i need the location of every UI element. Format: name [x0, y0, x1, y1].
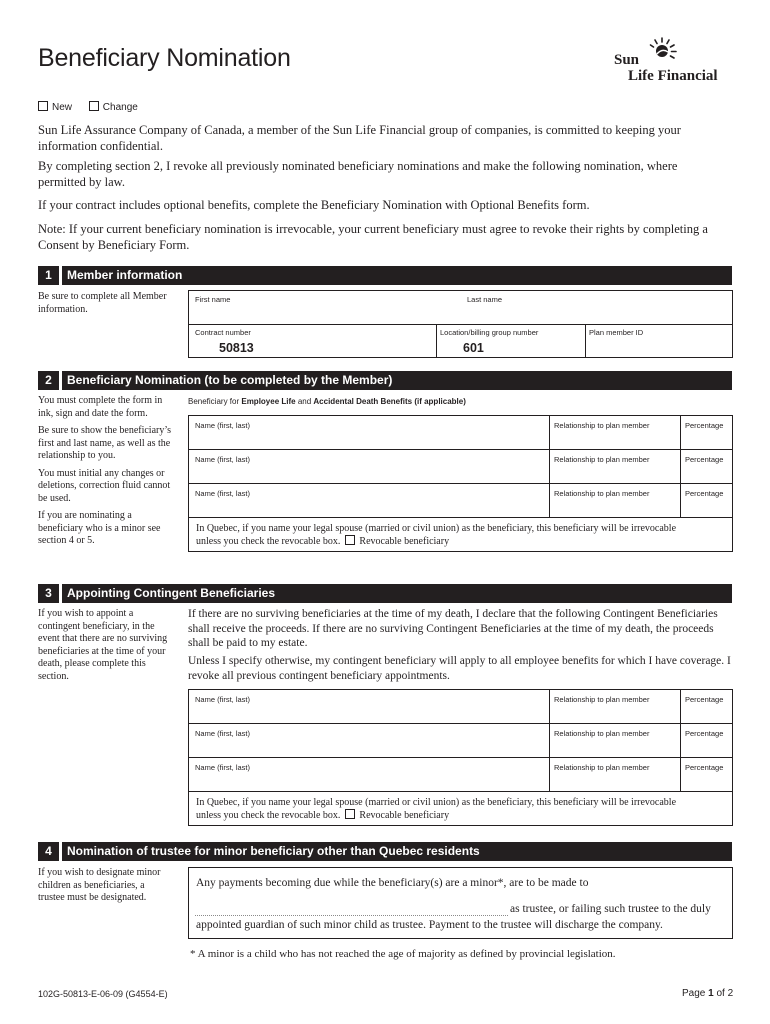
section-4-header — [38, 842, 732, 861]
contingent-2-percentage-label: Percentage — [685, 729, 724, 738]
contingent-row-divider-2 — [189, 757, 732, 758]
change-label: Change — [102, 102, 138, 113]
beneficiary-3-percentage-label: Percentage — [685, 489, 724, 498]
trustee-line-1: Any payments becoming due while the beneficiary(s) are a minor*, are to be made to — [196, 877, 589, 889]
sun-icon — [648, 36, 678, 66]
beneficiary-2-percentage-label: Percentage — [685, 455, 724, 464]
beneficiary-for-heading — [188, 397, 466, 406]
beneficiary-table — [188, 415, 733, 552]
contingent-1-percentage-label: Percentage — [685, 695, 724, 704]
contingent-row-divider-3 — [189, 791, 732, 792]
page-current: 1 — [708, 988, 714, 999]
location-billing-label: Location/billing group number — [440, 328, 539, 337]
member-table-col-divider-2 — [585, 324, 586, 358]
trustee-line-3: appointed guardian of such minor child as trustee. Payment to the trustee will discharge the company. — [196, 919, 663, 931]
trustee-box — [188, 867, 733, 939]
section-2-instruction-4: If you are nominating a beneficiary who is a minor see section 4 or 5. — [38, 510, 161, 546]
contract-number-label: Contract number — [195, 328, 251, 337]
beneficiary-col-divider-1 — [549, 416, 550, 517]
quebec-notice-line-2: unless you check the revocable box. — [196, 536, 341, 547]
contingent-beneficiary-table — [188, 689, 733, 826]
section-2-instruction-2: Be sure to show the beneficiary’s first and last name, as well as the relationship to you. — [38, 425, 172, 461]
contingent-3-name-label: Name (first, last) — [195, 763, 251, 772]
plan-member-id-field[interactable] — [587, 337, 730, 357]
revocable-checkbox-section-3[interactable] — [345, 809, 355, 819]
new-label: New — [52, 102, 73, 113]
section-2-instruction-3: You must initial any changes or deletions, correction fluid cannot be used. — [38, 467, 171, 504]
section-2-number: 2 — [38, 371, 59, 390]
beneficiary-2-relationship-label: Relationship to plan member — [554, 455, 650, 464]
contingent-3-percentage-label: Percentage — [685, 763, 724, 772]
contingent-col-divider-2 — [680, 690, 681, 791]
contingent-row-divider-1 — [189, 723, 732, 724]
section-4-instructions: If you wish to designate minor children as beneficiaries, a trustee must be designated. — [38, 867, 161, 903]
beneficiary-col-divider-2 — [680, 416, 681, 517]
sun-life-logo — [612, 36, 734, 88]
quebec-notice-3-line-1: In Quebec, if you name your legal spouse (married or civil union) as the beneficiary, this beneficiary will be irrevocable — [196, 797, 677, 808]
contingent-2-relationship-label: Relationship to plan member — [554, 729, 650, 738]
quebec-notice-line-1: In Quebec, if you name your legal spouse (married or civil union) as the beneficiary, this beneficiary will be irrevocable — [196, 523, 677, 534]
section-3-paragraph-1: If there are no surviving beneficiaries at the time of my death, I declare that the following Contingent Beneficiaries shall receive the proceeds. If there are no surviving Contingent Beneficiaries at the time of my death, the proceeds shall be paid to my estate. — [188, 608, 718, 649]
contingent-2-name-label: Name (first, last) — [195, 729, 251, 738]
intro-paragraph-3: If your contract includes optional benefits, complete the Beneficiary Nomination with Optional Benefits form. — [38, 198, 590, 212]
adb-text: Accidental Death Benefits (if applicable) — [313, 397, 466, 406]
section-1-instructions: Be sure to complete all Member information. — [38, 291, 167, 315]
beneficiary-1-percentage-label: Percentage — [685, 421, 724, 430]
logo-text-sun: Sun — [614, 52, 640, 68]
section-3-number: 3 — [38, 584, 59, 603]
intro-paragraph-1: Sun Life Assurance Company of Canada, a member of the Sun Life Financial group of companies, is committed to keeping your information confidential. — [38, 123, 681, 153]
section-1-header — [38, 266, 732, 285]
member-info-table — [188, 290, 733, 358]
intro-paragraph-4: Note: If your current beneficiary nomination is irrevocable, your current beneficiary must agree to revoke their rights by completing a Consent by Beneficiary Form. — [38, 222, 708, 252]
beneficiary-1-relationship-label: Relationship to plan member — [554, 421, 650, 430]
beneficiary-2-name-label: Name (first, last) — [195, 455, 251, 464]
page-title: Beneficiary Nomination — [38, 44, 291, 72]
change-checkbox[interactable] — [89, 101, 99, 111]
contract-number-value[interactable]: 50813 — [219, 341, 254, 355]
and-text: and — [295, 397, 314, 406]
beneficiary-row-divider-1 — [189, 449, 732, 450]
beneficiary-3-relationship-label: Relationship to plan member — [554, 489, 650, 498]
beneficiary-1-name-label: Name (first, last) — [195, 421, 251, 430]
section-4-number: 4 — [38, 842, 59, 861]
contingent-1-relationship-label: Relationship to plan member — [554, 695, 650, 704]
section-3-instructions: If you wish to appoint a contingent beneficiary, in the event that there are no surviving beneficiaries at the time of your death, please complete this section. — [38, 608, 168, 682]
section-3-title: Appointing Contingent Beneficiaries — [62, 584, 732, 603]
revocable-label-section-3: Revocable beneficiary — [359, 810, 450, 821]
quebec-notice-3-line-2: unless you check the revocable box. — [196, 810, 341, 821]
section-2-instruction-1: You must complete the form in ink, sign and date the form. — [38, 395, 163, 419]
employee-life-text: Employee Life — [241, 397, 296, 406]
beneficiary-row-divider-3 — [189, 517, 732, 518]
page-number — [682, 988, 733, 999]
section-1-title: Member information — [62, 266, 732, 285]
page-prefix: Page — [682, 988, 709, 999]
quebec-notice-section-3 — [196, 796, 728, 822]
first-name-label: First name — [195, 295, 231, 304]
contingent-1-name-label: Name (first, last) — [195, 695, 251, 704]
trustee-line-2: as trustee, or failing such trustee to the duly — [510, 903, 711, 915]
beneficiary-3-name-label: Name (first, last) — [195, 489, 251, 498]
page-suffix: of 2 — [713, 988, 734, 999]
revocable-label-section-2: Revocable beneficiary — [359, 536, 450, 547]
contingent-col-divider-1 — [549, 690, 550, 791]
section-2-header — [38, 371, 732, 390]
section-3-header — [38, 584, 732, 603]
new-checkbox[interactable] — [38, 101, 48, 111]
form-type-options — [38, 101, 138, 113]
section-3-paragraph-2: Unless I specify otherwise, my contingent beneficiary will apply to all employee benefits for which I have coverage. I revoke all previous contingent beneficiary appointments. — [188, 655, 731, 682]
revocable-checkbox-section-2[interactable] — [345, 535, 355, 545]
member-table-divider — [189, 324, 732, 325]
last-name-label: Last name — [467, 295, 503, 304]
first-name-field[interactable] — [193, 304, 459, 322]
section-4-title: Nomination of trustee for minor beneficiary other than Quebec residents — [62, 842, 732, 861]
plan-member-id-label: Plan member ID — [589, 328, 644, 337]
trustee-name-field[interactable] — [195, 898, 508, 915]
section-2-title: Beneficiary Nomination (to be completed by the Member) — [62, 371, 732, 390]
contingent-3-relationship-label: Relationship to plan member — [554, 763, 650, 772]
last-name-field[interactable] — [465, 304, 729, 322]
trustee-name-underline — [195, 915, 508, 916]
section-2-instructions — [38, 395, 176, 553]
beneficiary-for-text: Beneficiary for — [188, 397, 242, 406]
quebec-notice-section-2 — [196, 522, 728, 548]
intro-paragraph-2: By completing section 2, I revoke all previously nominated beneficiary nominations and make the following nomination, where permitted by law. — [38, 159, 678, 189]
minor-footnote: * A minor is a child who has not reached the age of majority as defined by provincial legislation. — [190, 948, 616, 960]
member-table-col-divider-1 — [436, 324, 437, 358]
form-code: 102G-50813-E-06-09 (G4554-E) — [38, 989, 168, 999]
location-billing-value[interactable]: 601 — [463, 341, 484, 355]
logo-text-life-financial: Life Financial — [628, 68, 718, 84]
beneficiary-row-divider-2 — [189, 483, 732, 484]
section-1-number: 1 — [38, 266, 59, 285]
